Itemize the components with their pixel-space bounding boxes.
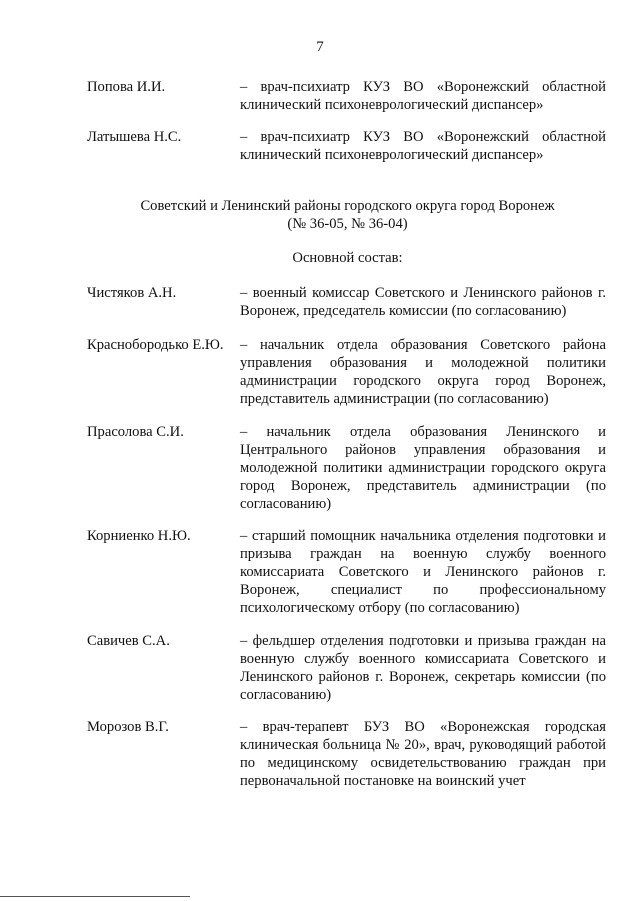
member-position: – старший помощник начальника отделения подготовки и призыва граждан на военную службу военного комиссариата Советского и Ленинского районов г. Воронеж, специалист по профессиональному психологическому отбору (по согласованию) [240,528,606,616]
member-name: Попова И.И. [87,79,166,95]
member-name: Краснобородько Е.Ю. [87,337,224,353]
member-name: Корниенко Н.Ю. [87,528,191,544]
member-name: Латышева Н.С. [87,129,182,145]
member-position: – начальник отдела образования Советского района управления образования и молодежной политики администрации городского округа город Воронеж, представитель администрации (по согласованию) [240,337,606,407]
section-title: Советский и Ленинский районы городского округа город Воронеж [140,198,555,214]
footer-rule [0,896,190,897]
member-name: Морозов В.Г. [87,719,169,735]
member-position: – фельдшер отделения подготовки и призыва граждан на военную службу военного комиссариата Советского и Ленинского районов г. Воронеж, секретарь комиссии (по согласованию) [240,633,606,703]
member-position: – врач-терапевт БУЗ ВО «Воронежская городская клиническая больница № 20», врач, руководящий работой по медицинскому освидетельствованию граждан при первоначальной постановке на воинский учет [240,719,606,789]
section-districts: (№ 36-05, № 36-04) [287,216,408,232]
member-name: Савичев С.А. [87,633,170,649]
member-name: Прасолова С.И. [87,424,184,440]
member-position: – врач-психиатр КУЗ ВО «Воронежский областной клинический психоневрологический диспансер» [240,129,606,163]
page-number: 7 [316,39,324,55]
member-position: – начальник отдела образования Ленинского и Центрального районов управления образования и молодежной политики администрации городского округа город Воронеж, представитель администрации (по согласованию) [240,424,606,512]
member-name: Чистяков А.Н. [87,285,177,301]
section-subtitle: Основной состав: [292,250,403,266]
member-position: – врач-психиатр КУЗ ВО «Воронежский областной клинический психоневрологический диспансер» [240,79,606,113]
member-position: – военный комиссар Советского и Ленинского районов г. Воронеж, председатель комиссии (по согласованию) [240,285,606,319]
